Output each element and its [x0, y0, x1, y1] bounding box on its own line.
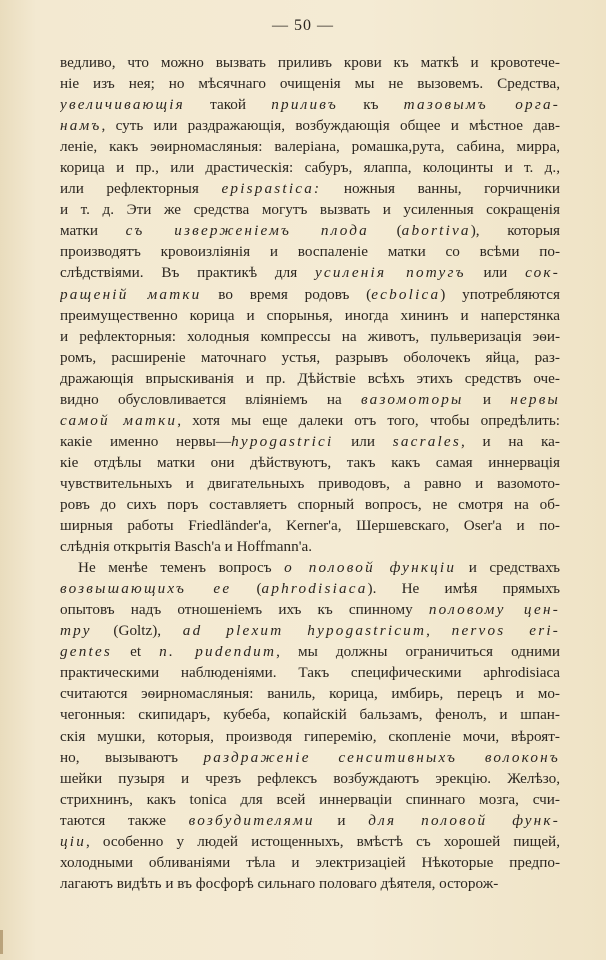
text-run: ножныя ванны, горчичники	[321, 180, 560, 198]
text-line	[60, 683, 560, 704]
text-run: практическими наблюденіями. Такъ специфическими aphrodisiaca	[60, 664, 560, 682]
spaced-emphasis-text: ціи	[60, 832, 87, 850]
text-line	[60, 305, 560, 326]
text-line	[60, 536, 560, 557]
text-line	[60, 641, 560, 662]
spaced-emphasis-text: возвышающихъ ее	[60, 580, 232, 598]
spaced-emphasis-text: nervos eri-	[451, 622, 560, 640]
text-run: , суть или раздражающія, возбуждающія общее и мѣстное дав-	[101, 117, 560, 135]
spaced-emphasis-text: самой матки	[60, 411, 178, 429]
text-line	[60, 747, 560, 768]
text-run: считаются эѳирномасляныя: ваниль, корица, имбирь, перецъ и мо-	[60, 685, 560, 703]
text-line	[60, 157, 560, 178]
spaced-emphasis-text: gentes	[60, 643, 112, 661]
text-run: или рефлекторныя	[60, 180, 222, 198]
text-run: ровъ до сихъ поръ составляетъ спорный вопросъ, не смотря на об-	[60, 495, 560, 513]
spaced-emphasis-text: epispastica:	[221, 180, 322, 198]
text-run: производятъ кровоизліянія и воспаленіе матки со всѣми по-	[60, 243, 560, 261]
spaced-emphasis-text: тазовымъ орга-	[403, 96, 560, 114]
text-run: лагаютъ видѣть и въ фосфорѣ сильнаго половаго дѣятеля, осторож-	[60, 874, 499, 892]
text-run: но, вызываютъ	[60, 748, 204, 766]
text-run: ), которыя	[470, 222, 560, 240]
text-run: холодными обливаніями тѣла и электризаціей Нѣкоторые предпо-	[60, 853, 560, 871]
text-run: леніе, какъ эѳирномасляныя: валеріана, ромашка,рута, сабина, мирра,	[60, 138, 560, 156]
text-run: слѣднія открытія Basch'а и Hoffmann'а.	[60, 538, 313, 556]
text-run: таются также	[60, 811, 189, 829]
text-run: , мы должны ограничиться одними	[276, 643, 560, 661]
text-line	[60, 789, 560, 810]
text-line	[60, 452, 560, 473]
spaced-emphasis-text: n. pudendum	[159, 643, 277, 661]
text-run: преимущественно корица и спорынья, иногда хининъ и наперстянка	[60, 306, 560, 324]
text-line	[60, 241, 560, 262]
text-line	[60, 347, 560, 368]
text-run: , хотя мы еще далеки отъ того, чтобы опредѣлить:	[177, 411, 560, 429]
text-line	[60, 73, 560, 94]
text-run: къ	[337, 96, 404, 114]
text-line	[60, 284, 560, 305]
text-line	[60, 389, 560, 410]
body-text	[60, 52, 560, 894]
text-line	[60, 704, 560, 725]
spaced-emphasis-text: раздраженіе сенситивныхъ волоконъ	[203, 748, 560, 766]
spaced-emphasis-text: возбудителями	[188, 811, 315, 829]
text-run: во время родовъ (	[201, 285, 372, 303]
spaced-emphasis-text: нервы	[510, 390, 560, 408]
text-run: дражающія впрыскиванія и пр. Дѣйствіе всѣхъ этихъ средствъ оче-	[60, 369, 560, 387]
text-run: ) употребляются	[440, 285, 560, 303]
text-line	[60, 52, 560, 73]
text-run: стрихнинъ, какъ tonica для всей иннерваціи спиннаго мозга, счи-	[60, 790, 560, 808]
spaced-emphasis-text: hypogastrici	[231, 432, 334, 450]
text-line	[60, 410, 560, 431]
text-run: et	[112, 643, 160, 661]
text-line	[60, 368, 560, 389]
text-run: ніе изъ нея; но мѣсячнаго очищенія мы не вызовемъ. Средства,	[60, 75, 560, 93]
text-line	[60, 494, 560, 515]
spaced-emphasis-text: ecbolica	[371, 285, 441, 303]
spaced-emphasis-text: вазомоторы	[360, 390, 464, 408]
text-line	[60, 262, 560, 283]
spaced-emphasis-text: aphrodisiaca	[261, 580, 368, 598]
spaced-emphasis-text: сок-	[525, 264, 560, 282]
text-run: чувствительныхъ и двигательныхъ приводовъ, а равно и вазомото-	[60, 474, 560, 492]
text-run: и	[314, 811, 369, 829]
text-line	[60, 473, 560, 494]
text-run: и т. д. Эти же средства могутъ вызвать и усиленныя сокращенія	[60, 201, 560, 219]
text-line	[60, 831, 560, 852]
spaced-emphasis-text: намъ	[60, 117, 102, 135]
text-run: матки	[60, 222, 126, 240]
spaced-emphasis-text: половому цен-	[428, 601, 560, 619]
spaced-emphasis-text: усиленія потугъ	[314, 264, 466, 282]
text-run: ширныя работы Friedländer'а, Kerner'а, Шершевскаго, Oser'а и по-	[60, 517, 560, 535]
spaced-emphasis-text: ad plexum hypogastricum	[182, 622, 427, 640]
spaced-emphasis-text: для половой функ-	[368, 811, 560, 829]
text-line	[60, 115, 560, 136]
text-run: и средствахъ	[456, 559, 560, 577]
text-run: слѣдствіями. Въ практикѣ для	[60, 264, 315, 282]
spaced-emphasis-text: съ изверженіемъ плода	[125, 222, 369, 240]
text-run: видно обусловливается вліяніемъ на	[60, 390, 361, 408]
text-run: кіе отдѣлы матки они дѣйствуютъ, такъ какъ самая иннервація	[60, 453, 560, 471]
text-line	[60, 136, 560, 157]
text-line	[60, 620, 560, 641]
text-run: какіе именно нервы—	[60, 432, 232, 450]
text-run: корица и пр., или драстическія: сабуръ, ялаппа, колоцинты и т. д.,	[60, 159, 560, 177]
text-run: или	[333, 432, 393, 450]
text-run: (Goltz),	[91, 622, 183, 640]
text-run: , и на ка-	[461, 432, 560, 450]
text-line	[60, 220, 560, 241]
spaced-emphasis-text: тру	[60, 622, 92, 640]
text-run: , особенно у людей истощенныхъ, вмѣстѣ съ хорошей пищей,	[86, 832, 560, 850]
text-run: чегонныя: скипидаръ, кубеба, копайскій бальзамъ, фенолъ, и шпан-	[60, 706, 560, 724]
text-run: скія мушки, которыя, производя гиперемію, скопленіе мочи, вѣроят-	[60, 727, 560, 745]
text-line	[60, 178, 560, 199]
spaced-emphasis-text: о половой функціи	[284, 559, 457, 577]
text-run: и	[463, 390, 511, 408]
text-run: ). Не имѣя прямыхъ	[367, 580, 560, 598]
text-line	[60, 810, 560, 831]
text-line	[60, 726, 560, 747]
text-run: Не менѣе теменъ вопросъ	[78, 559, 285, 577]
text-line	[60, 431, 560, 452]
spaced-emphasis-text: sacrales	[392, 432, 461, 450]
text-run: шейки пузыря и чрезъ рефлексъ возбуждаютъ эрекцію. Желѣзо,	[60, 769, 560, 787]
text-line	[60, 873, 560, 894]
text-line	[60, 599, 560, 620]
text-line	[60, 557, 560, 578]
binding-edge-mark	[0, 930, 3, 954]
spaced-emphasis-text: ращеній матки	[60, 285, 202, 303]
text-run: и рефлекторныя: холодныя компрессы на животъ, пульверизація эѳи-	[60, 327, 560, 345]
text-line	[60, 578, 560, 599]
page-number: — 50 —	[272, 17, 334, 34]
spaced-emphasis-text: приливъ	[271, 96, 338, 114]
text-run: ,	[426, 622, 452, 640]
text-run: (	[231, 580, 262, 598]
text-run: или	[465, 264, 526, 282]
text-line	[60, 326, 560, 347]
spaced-emphasis-text: увеличивающія	[60, 96, 185, 114]
text-line	[60, 94, 560, 115]
text-line	[60, 852, 560, 873]
text-run: опытовъ надъ отношеніемъ ихъ къ спинному	[60, 601, 429, 619]
text-line	[60, 199, 560, 220]
text-run: (	[368, 222, 402, 240]
text-line	[60, 768, 560, 789]
text-line	[60, 662, 560, 683]
spaced-emphasis-text: abortiva	[401, 222, 471, 240]
text-run: такой	[184, 96, 272, 114]
text-line	[60, 515, 560, 536]
text-run: ведливо, что можно вызвать приливъ крови къ маткѣ и кровотече-	[60, 54, 560, 71]
text-run: ромъ, расширеніе маточнаго устья, разрывъ оболочекъ яйца, раз-	[60, 348, 560, 366]
